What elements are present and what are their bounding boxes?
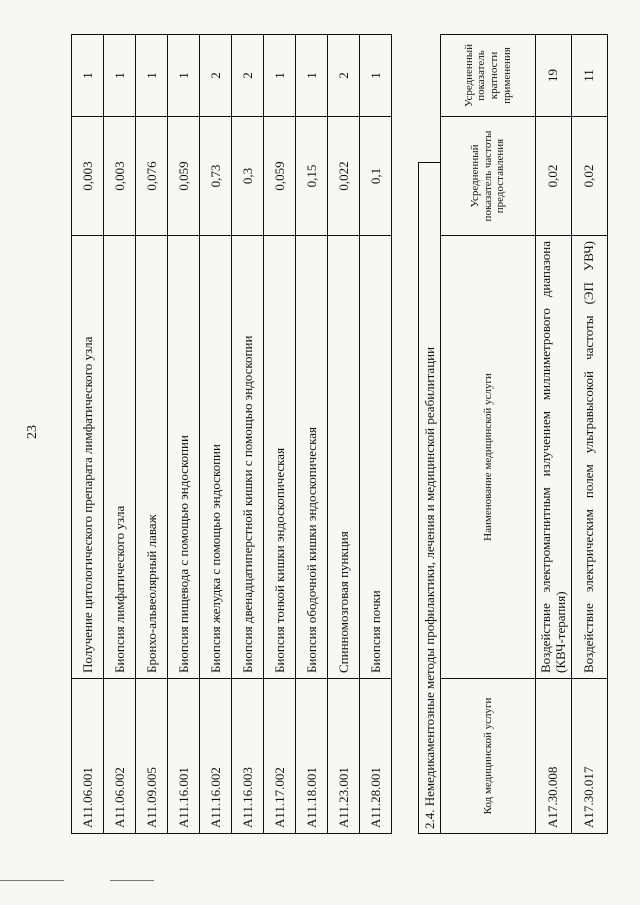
table-row <box>104 35 136 834</box>
service-multiplicity: 1 <box>264 35 296 117</box>
service-code: A11.09.005 <box>136 679 168 834</box>
service-multiplicity: 19 <box>536 35 572 117</box>
table-row <box>264 35 296 834</box>
table-row <box>572 35 608 834</box>
service-name: Биопсия лимфатического узла <box>104 236 136 679</box>
service-frequency: 0,059 <box>264 117 296 236</box>
service-frequency: 0,076 <box>136 117 168 236</box>
service-multiplicity: 11 <box>572 35 608 117</box>
header-code: Код медицинской услуги <box>441 679 536 834</box>
service-frequency: 0,02 <box>536 117 572 236</box>
service-multiplicity: 1 <box>296 35 328 117</box>
service-code: A17.30.008 <box>536 679 572 834</box>
service-code: A11.23.001 <box>328 679 360 834</box>
service-code: A11.16.003 <box>232 679 264 834</box>
service-multiplicity: 1 <box>168 35 200 117</box>
rotated-content <box>71 34 608 834</box>
service-code: A11.28.001 <box>360 679 392 834</box>
footer-rule <box>110 880 154 881</box>
service-multiplicity: 1 <box>360 35 392 117</box>
service-name: Воздействие электромагнитным излучением миллиметрового диапазона (КВЧ-терапия) <box>536 236 572 679</box>
service-frequency: 0,1 <box>360 117 392 236</box>
service-frequency: 0,3 <box>232 117 264 236</box>
footer-rule <box>0 880 64 881</box>
header-multiplicity: Усредненный показатель кратности применения <box>441 35 536 117</box>
service-code: A11.06.001 <box>72 679 104 834</box>
service-code: A17.30.017 <box>572 679 608 834</box>
service-multiplicity: 1 <box>136 35 168 117</box>
service-frequency: 0,003 <box>72 117 104 236</box>
service-frequency: 0,059 <box>168 117 200 236</box>
services-table <box>71 34 392 834</box>
service-name: Воздействие электрическим полем ультравысокой частоты (ЭП УВЧ) <box>572 236 608 679</box>
table-row <box>296 35 328 834</box>
service-name: Биопсия почки <box>360 236 392 679</box>
service-multiplicity: 1 <box>72 35 104 117</box>
header-frequency: Усредненный показатель частоты предоставления <box>441 117 536 236</box>
service-frequency: 0,022 <box>328 117 360 236</box>
table-row <box>168 35 200 834</box>
section-title: 2.4. Немедикаментозные методы профилактики, лечения и медицинской реабилитации <box>418 162 440 834</box>
services-table-body <box>72 35 392 834</box>
service-name: Спинномозговая пункция <box>328 236 360 679</box>
service-frequency: 0,73 <box>200 117 232 236</box>
service-name: Биопсия тонкой кишки эндоскопическая <box>264 236 296 679</box>
service-code: A11.16.002 <box>200 679 232 834</box>
service-frequency: 0,003 <box>104 117 136 236</box>
service-name: Биопсия желудка с помощью эндоскопии <box>200 236 232 679</box>
service-name: Биопсия пищевода с помощью эндоскопии <box>168 236 200 679</box>
nonmedical-methods-table <box>440 34 608 834</box>
service-code: A11.18.001 <box>296 679 328 834</box>
service-code: A11.06.002 <box>104 679 136 834</box>
service-frequency: 0,15 <box>296 117 328 236</box>
service-multiplicity: 2 <box>200 35 232 117</box>
service-name: Бронхо-альвеолярный лаваж <box>136 236 168 679</box>
service-name: Биопсия ободочной кишки эндоскопическая <box>296 236 328 679</box>
service-code: A11.16.001 <box>168 679 200 834</box>
service-multiplicity: 1 <box>104 35 136 117</box>
service-multiplicity: 2 <box>232 35 264 117</box>
table-row <box>328 35 360 834</box>
table-row <box>232 35 264 834</box>
table-header-row <box>441 35 536 834</box>
service-name: Получение цитологического препарата лимфатического узла <box>72 236 104 679</box>
table-row <box>200 35 232 834</box>
service-code: A11.17.002 <box>264 679 296 834</box>
service-name: Биопсия двенадцатиперстной кишки с помощью эндоскопии <box>232 236 264 679</box>
table-row <box>72 35 104 834</box>
page-number: 23 <box>25 425 40 439</box>
table-row <box>360 35 392 834</box>
table-row <box>136 35 168 834</box>
header-name: Наименование медицинской услуги <box>441 236 536 679</box>
service-frequency: 0,02 <box>572 117 608 236</box>
table-row <box>536 35 572 834</box>
service-multiplicity: 2 <box>328 35 360 117</box>
